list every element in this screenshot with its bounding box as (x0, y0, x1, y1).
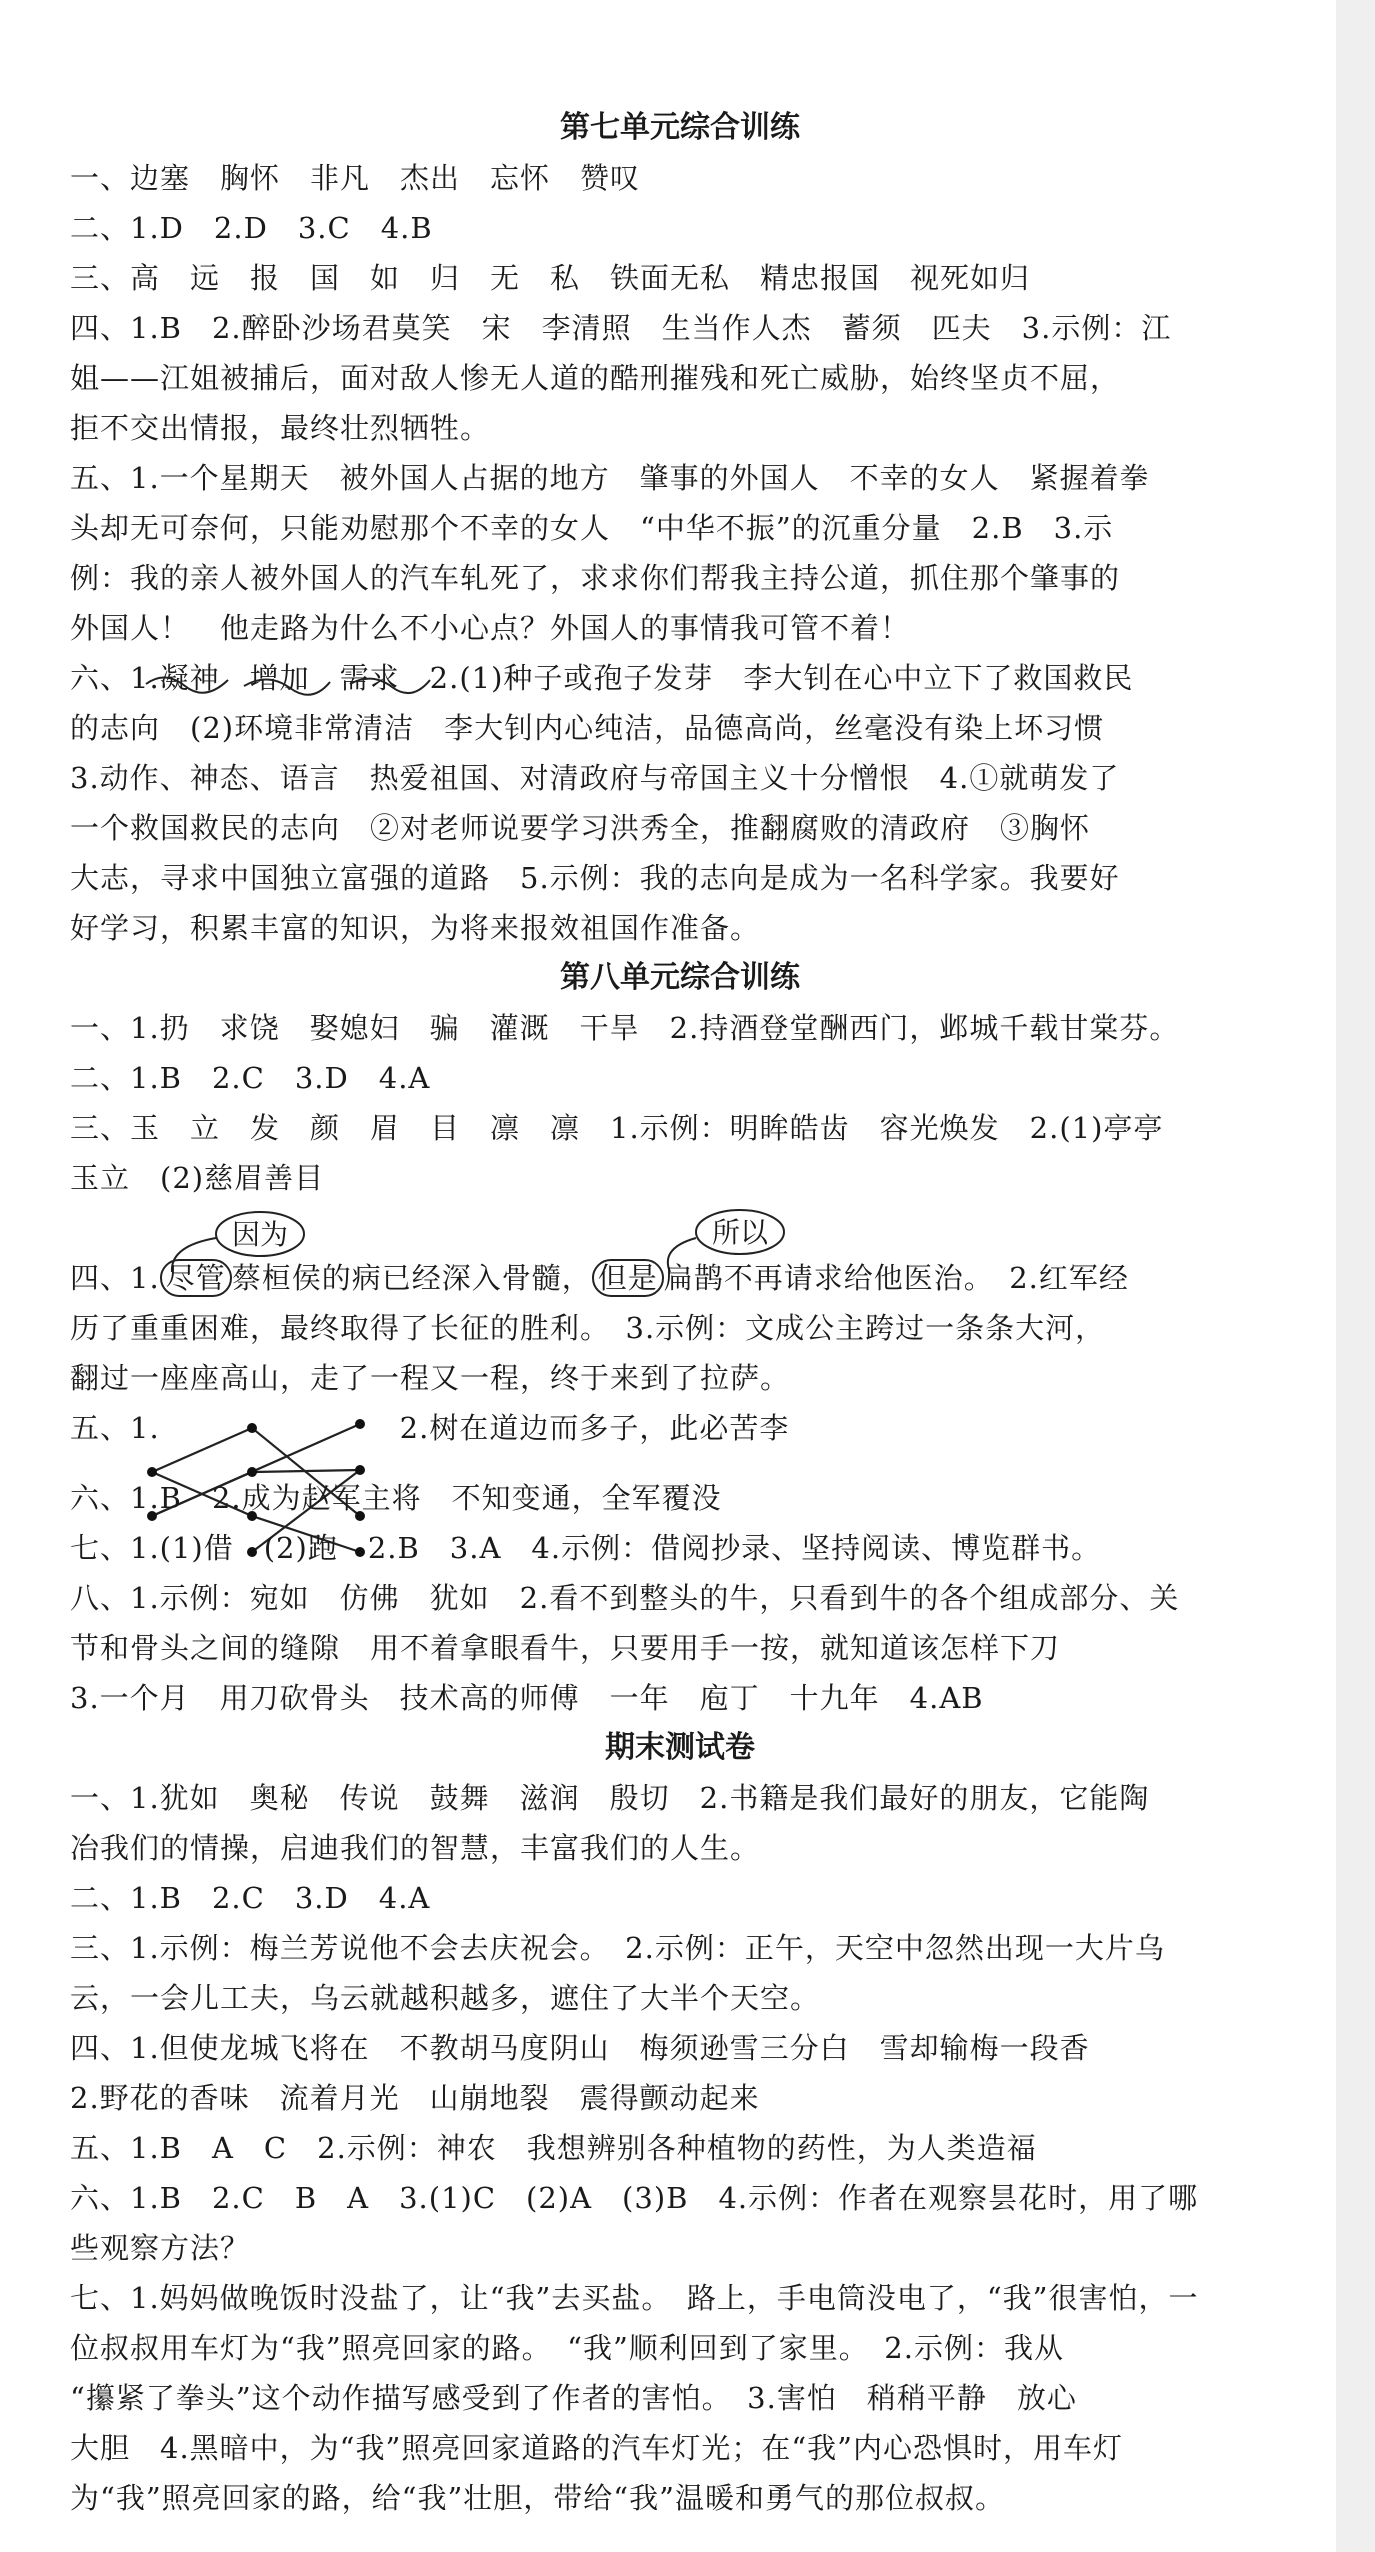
final-line: 为“我”照亮回家的路，给“我”壮胆，带给“我”温暖和勇气的那位叔叔。 (70, 2481, 1005, 2515)
unit8-title: 第八单元综合训练 (560, 960, 800, 995)
unit8-line: 八、1.示例：宛如 仿佛 犹如 2.看不到整头的牛，只看到牛的各个组成部分、关 (70, 1581, 1180, 1615)
final-line: 大胆 4.黑暗中，为“我”照亮回家道路的汽车灯光；在“我”内心恐惧时，用车灯 (70, 2431, 1123, 2465)
unit7-line: 五、1.一个星期天 被外国人占据的地方 肇事的外国人 不幸的女人 紧握着拳 (70, 461, 1150, 495)
unit7-title: 第七单元综合训练 (560, 110, 800, 145)
unit7-line: 二、1.D 2.D 3.C 4.B (70, 211, 433, 245)
annotation-because: 因为 (231, 1218, 289, 1251)
unit8-line: 历了重重困难，最终取得了长征的胜利。 3.示例：文成公主跨过一条条大河， (70, 1311, 1106, 1345)
final-title: 期末测试卷 (605, 1730, 755, 1765)
final-line: 二、1.B 2.C 3.D 4.A (70, 1881, 431, 1915)
unit8-line: 一、1.扔 求饶 娶媳妇 骗 灌溉 干旱 2.持酒登堂酬西门，邺城千载甘棠芬。 (70, 1011, 1180, 1045)
final-line: 三、1.示例：梅兰芳说他不会去庆祝会。 2.示例：正午，天空中忽然出现一大片乌 (70, 1931, 1165, 1965)
unit8-line: 3.一个月 用刀砍骨头 技术高的师傅 一年 庖丁 十九年 4.AB (70, 1681, 984, 1715)
q4-prefix: 四、1. (70, 1261, 160, 1295)
unit8-line: 三、玉 立 发 颜 眉 目 凛 凛 1.示例：明眸皓齿 容光焕发 2.(1)亭亭 (70, 1111, 1164, 1145)
final-line: 冶我们的情操，启迪我们的智慧，丰富我们的人生。 (70, 1831, 761, 1865)
final-line: 五、1.B A C 2.示例：神农 我想辨别各种植物的药性，为人类造福 (70, 2131, 1037, 2165)
unit7-line: 大志，寻求中国独立富强的道路 5.示例：我的志向是成为一名科学家。我要好 (70, 861, 1120, 895)
unit8-line: 翻过一座座高山，走了一程又一程，终于来到了拉萨。 (70, 1361, 791, 1395)
unit8-q4-line (70, 1258, 1320, 1298)
final-line: 位叔叔用车灯为“我”照亮回家的路。 “我”顺利回到了家里。 2.示例：我从 (70, 2331, 1064, 2365)
unit7-line: 三、高 远 报 国 如 归 无 私 铁面无私 精忠报国 视死如归 (70, 261, 1031, 295)
unit8-line: 节和骨头之间的缝隙 用不着拿眼看牛，只要用手一按，就知道该怎样下刀 (70, 1631, 1061, 1665)
unit8-line: 六、1.B 2.成为赵军主将 不知变通，全军覆没 (70, 1481, 722, 1515)
unit7-line: 一个救国救民的志向 ②对老师说要学习洪秀全，推翻腐败的清政府 ③胸怀 (70, 811, 1091, 845)
correction-strike-marks (140, 662, 440, 702)
unit8-line: 玉立 (2)慈眉善目 (70, 1161, 325, 1195)
scan-edge-band (1336, 0, 1375, 2552)
unit7-line: 例：我的亲人被外国人的汽车轧死了，求求你们帮我主持公道，抓住那个肇事的 (70, 561, 1121, 595)
final-line: 七、1.妈妈做晚饭时没盐了，让“我”去买盐。 路上，手电筒没电了，“我”很害怕，一 (70, 2281, 1199, 2315)
unit8-line: 二、1.B 2.C 3.D 4.A (70, 1061, 431, 1095)
unit7-line: 外国人！ 他走路为什么不小心点？外国人的事情我可管不着！ (70, 611, 911, 645)
unit7-line: 四、1.B 2.醉卧沙场君莫笑 宋 李清照 生当作人杰 蓄须 匹夫 3.示例：江 (70, 311, 1172, 345)
final-line: “攥紧了拳头”这个动作描写感受到了作者的害怕。 3.害怕 稍稍平静 放心 (70, 2381, 1077, 2415)
q5-prefix: 五、1. (70, 1411, 160, 1445)
q5-answer: 2.树在道边而多子，此必苦李 (399, 1411, 790, 1445)
annotation-so: 所以 (711, 1216, 769, 1249)
final-line: 六、1.B 2.C B A 3.(1)C (2)A (3)B 4.示例：作者在观察昙花时，用了哪 (70, 2181, 1199, 2215)
q4-word-circled: 但是 (592, 1259, 664, 1297)
q4-tail: 扁鹊不再请求给他医治。 2.红军经 (663, 1261, 1129, 1295)
unit7-line: 六、1.凝神 增加 需求 2.(1)种子或孢子发芽 李大钊在心中立下了救国救民 (70, 661, 1134, 695)
q4-word-circled: 尽管 (160, 1259, 232, 1297)
unit8-line: 七、1.(1)借 (2)跑 2.B 3.A 4.示例：借阅抄录、坚持阅读、博览群书。 (70, 1531, 1102, 1565)
unit7-line: 的志向 (2)环境非常清洁 李大钊内心纯洁，品德高尚，丝毫没有染上坏习惯 (70, 711, 1105, 745)
final-line: 云，一会儿工夫，乌云就越积越多，遮住了大半个天空。 (70, 1981, 821, 2015)
q4-middle: 蔡桓侯的病已经深入骨髓， (231, 1261, 592, 1295)
final-line: 一、1.犹如 奥秘 传说 鼓舞 滋润 殷切 2.书籍是我们最好的朋友，它能陶 (70, 1781, 1150, 1815)
final-line: 些观察方法？ (70, 2231, 251, 2265)
unit7-line: 3.动作、神态、语言 热爱祖国、对清政府与帝国主义十分憎恨 4.①就萌发了 (70, 761, 1120, 795)
unit7-line: 姐——江姐被捕后，面对敌人惨无人道的酷刑摧残和死亡威胁，始终坚贞不屈， (70, 361, 1121, 395)
unit7-line: 拒不交出情报，最终壮烈牺牲。 (70, 411, 491, 445)
unit7-line: 头却无可奈何，只能劝慰那个不幸的女人 “中华不振”的沉重分量 2.B 3.示 (70, 511, 1114, 545)
unit7-line: 一、边塞 胸怀 非凡 杰出 忘怀 赞叹 (70, 161, 641, 195)
final-line: 四、1.但使龙城飞将在 不教胡马度阴山 梅须逊雪三分白 雪却输梅一段香 (70, 2031, 1090, 2065)
final-line: 2.野花的香味 流着月光 山崩地裂 震得颤动起来 (70, 2081, 760, 2115)
unit7-line: 好学习，积累丰富的知识，为将来报效祖国作准备。 (70, 911, 761, 945)
